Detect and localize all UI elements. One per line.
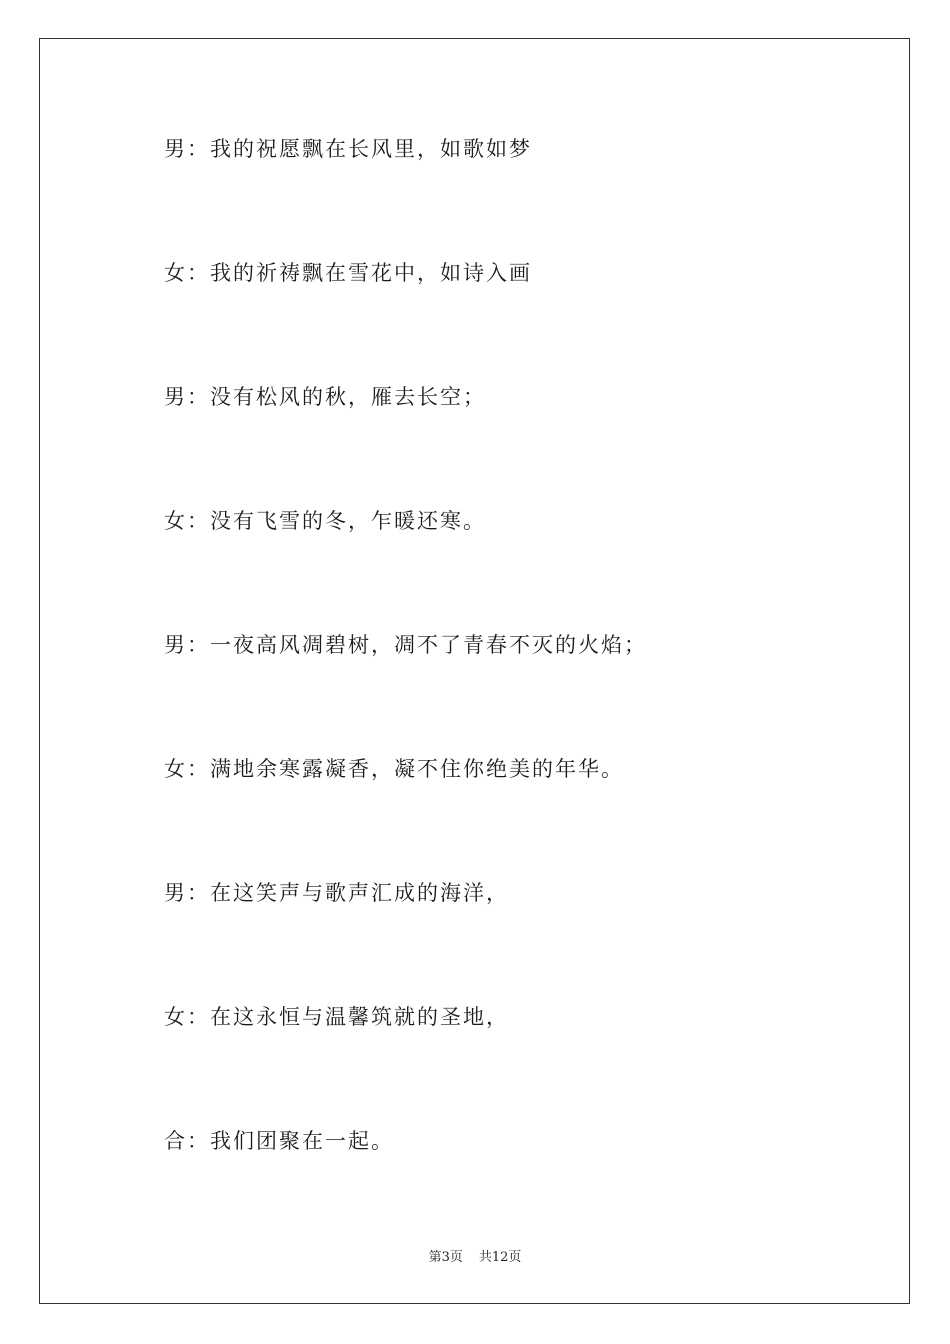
- dialogue-line: 合：我们团聚在一起。: [164, 1129, 394, 1153]
- dialogue-list: [164, 133, 864, 1249]
- page-number-total: 共12页: [478, 1250, 522, 1265]
- dialogue-line: 男：没有松风的秋，雁去长空；: [164, 385, 486, 409]
- dialogue-line: 女：满地余寒露凝香，凝不住你绝美的年华。: [164, 757, 624, 781]
- page-number-current: 第3页: [428, 1250, 463, 1265]
- dialogue-line: 女：我的祈祷飘在雪花中，如诗入画: [164, 261, 532, 285]
- page-footer: [0, 1246, 950, 1265]
- dialogue-line: 男：一夜高风凋碧树，凋不了青春不灭的火焰；: [164, 633, 647, 657]
- dialogue-line: 男：在这笑声与歌声汇成的海洋，: [164, 881, 509, 905]
- dialogue-line: 男：我的祝愿飘在长风里，如歌如梦: [164, 137, 532, 161]
- dialogue-line: 女：在这永恒与温馨筑就的圣地，: [164, 1005, 509, 1029]
- dialogue-line: 女：没有飞雪的冬，乍暖还寒。: [164, 509, 486, 533]
